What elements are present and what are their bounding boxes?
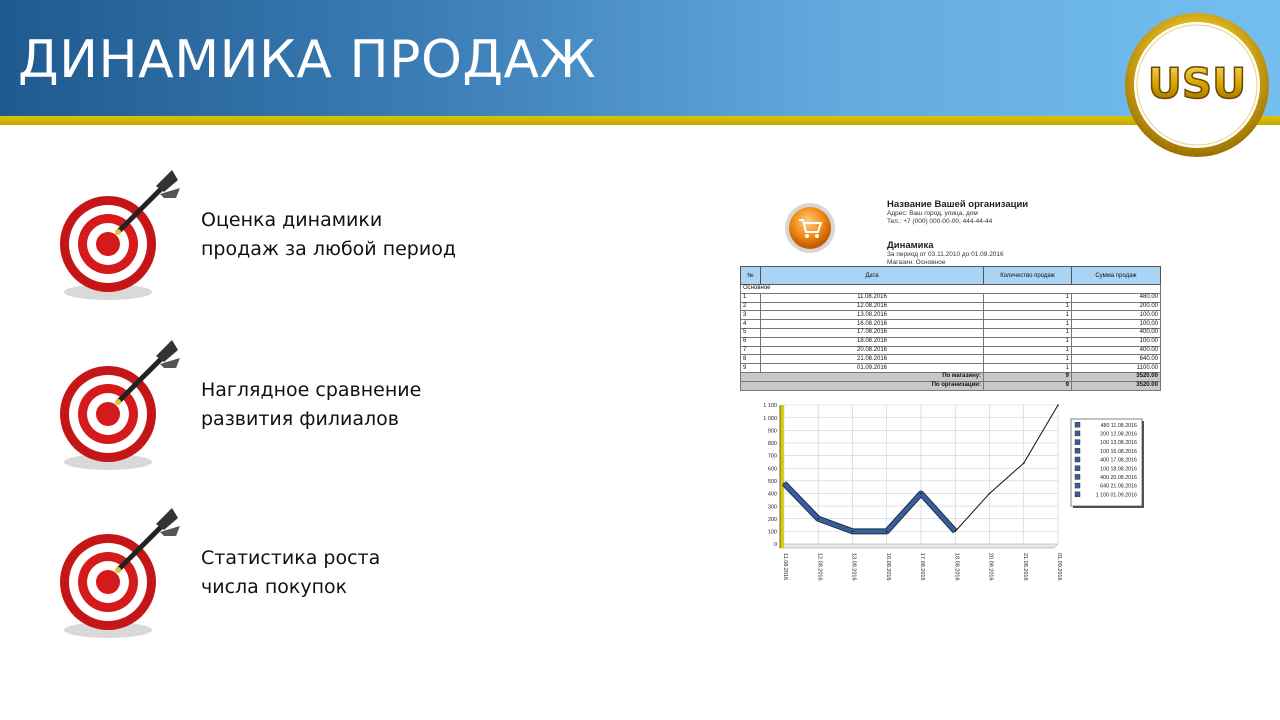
table-row (741, 337, 1161, 346)
bullet-item (52, 166, 612, 306)
row-number: 5 (741, 328, 761, 337)
table-row (741, 320, 1161, 329)
table-row (741, 364, 1161, 373)
row-qty: 1 (984, 364, 1072, 373)
row-date: 21.08.2016 (761, 355, 984, 364)
row-number: 1 (741, 293, 761, 302)
column-header: № (741, 267, 761, 285)
table-total-row (741, 372, 1161, 381)
row-date: 16.08.2016 (761, 320, 984, 329)
data-point (989, 493, 991, 495)
legend-swatch (1075, 483, 1080, 488)
column-header: Количество продаж (984, 267, 1072, 285)
y-tick-label: 300 (767, 504, 777, 511)
x-tick-label: 11.08.2016 (782, 553, 788, 581)
row-sum: 400.00 (1072, 346, 1161, 355)
row-sum: 1100.00 (1072, 364, 1161, 373)
x-tick-label: 16.08.2016 (884, 553, 891, 581)
table-header-row (741, 267, 1161, 285)
report-title: Динамика (887, 240, 934, 251)
x-tick-label: 01.09.2016 (1056, 553, 1062, 581)
logo-text: USU (1147, 59, 1247, 108)
org-address: Адрес: Ваш город, улица, дом (887, 210, 978, 217)
y-tick-label: 600 (767, 466, 777, 473)
total-label: По организации: (741, 381, 984, 390)
chart-axis-wall (780, 405, 784, 548)
row-number: 6 (741, 337, 761, 346)
report-store: Магазин: Основное (887, 259, 946, 266)
table-group-row (741, 285, 1161, 294)
legend-entry: 640 21.08.2016 (1100, 483, 1137, 490)
column-header: Сумма продаж (1072, 267, 1161, 285)
report-table (740, 266, 1161, 391)
total-qty: 9 (984, 372, 1072, 381)
legend-swatch (1075, 431, 1080, 436)
legend-entry: 100 16.08.2016 (1100, 448, 1137, 455)
legend-entry: 100 13.08.2016 (1100, 440, 1137, 447)
y-tick-label: 800 (767, 441, 777, 448)
legend-swatch (1075, 457, 1080, 462)
bullet-text-line: продаж за любой период (201, 238, 456, 260)
y-tick-label: 400 (767, 491, 777, 498)
x-tick-label: 18.08.2016 (953, 553, 960, 581)
data-point (954, 531, 956, 533)
row-sum: 100.00 (1072, 311, 1161, 320)
legend-swatch (1075, 474, 1080, 479)
y-tick-label: 1 100 (763, 403, 777, 410)
org-name: Название Вашей организации (887, 199, 1029, 210)
data-point (817, 518, 819, 520)
data-point (886, 531, 888, 533)
row-date: 12.08.2016 (761, 302, 984, 311)
row-qty: 1 (984, 302, 1072, 311)
row-sum: 200.00 (1072, 302, 1161, 311)
row-number: 9 (741, 364, 761, 373)
table-row (741, 328, 1161, 337)
legend-swatch (1075, 492, 1080, 497)
x-tick-label: 13.08.2016 (850, 553, 857, 581)
row-qty: 1 (984, 355, 1072, 364)
row-number: 3 (741, 311, 761, 320)
y-tick-label: 0 (773, 542, 777, 549)
target-dart-icon (52, 504, 192, 644)
legend-swatch (1075, 422, 1080, 427)
row-date: 20.08.2016 (761, 346, 984, 355)
report-period: За период от 03.11.2010 до 01.09.2016 (887, 251, 1004, 258)
report-header (887, 199, 1028, 267)
target-dart-icon (52, 336, 192, 476)
data-point (783, 483, 785, 485)
row-qty: 1 (984, 328, 1072, 337)
row-qty: 1 (984, 320, 1072, 329)
total-sum: 3520.00 (1072, 381, 1161, 390)
table-row (741, 293, 1161, 302)
bullet-text-line: развития филиалов (201, 408, 399, 430)
row-number: 8 (741, 355, 761, 364)
bullet-item (52, 336, 612, 476)
y-tick-label: 700 (767, 453, 777, 460)
row-qty: 1 (984, 346, 1072, 355)
total-label: По магазину: (741, 372, 984, 381)
table-total-row (741, 381, 1161, 390)
x-tick-label: 12.08.2016 (816, 553, 823, 581)
org-phone: Тел.: +7 (000) 000-00-00, 444-44-44 (887, 218, 993, 225)
data-point (1023, 462, 1025, 464)
sales-report (740, 196, 1160, 596)
row-qty: 1 (984, 293, 1072, 302)
row-sum: 400.00 (1072, 328, 1161, 337)
y-tick-label: 500 (767, 479, 777, 486)
row-number: 2 (741, 302, 761, 311)
row-sum: 640.00 (1072, 355, 1161, 364)
bullet-text-line: Оценка динамики (201, 209, 383, 231)
bullet-text-line: Наглядное сравнение (201, 379, 422, 401)
total-sum: 3520.00 (1072, 372, 1161, 381)
shopping-cart-icon (784, 202, 836, 254)
legend-entry: 100 18.08.2016 (1100, 466, 1137, 473)
row-sum: 480.00 (1072, 293, 1161, 302)
row-sum: 100.00 (1072, 320, 1161, 329)
table-row (741, 346, 1161, 355)
row-date: 11.08.2016 (761, 293, 984, 302)
usu-logo (1124, 12, 1270, 158)
row-qty: 1 (984, 337, 1072, 346)
legend-entry: 200 12.08.2016 (1100, 431, 1137, 438)
bullet-text-line: числа покупок (201, 576, 348, 598)
table-row (741, 311, 1161, 320)
sales-line-chart (740, 396, 1160, 596)
target-dart-icon (52, 166, 192, 306)
legend-swatch (1075, 466, 1080, 471)
row-date: 17.08.2016 (761, 328, 984, 337)
header-stripe (0, 116, 1280, 125)
legend-entry: 1 100 01.09.2016 (1095, 492, 1137, 499)
table-row (741, 355, 1161, 364)
legend-swatch (1075, 440, 1080, 445)
y-tick-label: 1 000 (763, 415, 777, 422)
data-point (1057, 404, 1059, 406)
bullet-item (52, 504, 612, 644)
total-qty: 9 (984, 381, 1072, 390)
row-qty: 1 (984, 311, 1072, 320)
y-tick-label: 100 (767, 529, 777, 536)
row-date: 13.08.2016 (761, 311, 984, 320)
row-sum: 100.00 (1072, 337, 1161, 346)
row-number: 4 (741, 320, 761, 329)
page-title: ДИНАМИКА ПРОДАЖ (18, 30, 597, 90)
row-date: 18.08.2016 (761, 337, 984, 346)
chart-floor (780, 544, 1058, 548)
data-point (852, 531, 854, 533)
legend-entry: 400 20.08.2016 (1100, 475, 1137, 481)
column-header: Дата (761, 267, 984, 285)
group-label: Основное (741, 285, 1161, 294)
x-tick-label: 17.08.2016 (919, 553, 925, 581)
legend-entry: 400 17.08.2016 (1100, 457, 1137, 464)
y-tick-label: 900 (767, 428, 777, 435)
y-tick-label: 200 (767, 516, 777, 523)
row-number: 7 (741, 346, 761, 355)
legend-entry: 480 11.08.2016 (1100, 422, 1137, 429)
data-point (920, 493, 922, 495)
row-date: 01.09.2016 (761, 364, 984, 373)
x-tick-label: 21.08.2016 (1021, 553, 1028, 581)
x-tick-label: 20.08.2016 (987, 553, 994, 581)
bullet-text-line: Статистика роста (201, 547, 381, 569)
table-row (741, 302, 1161, 311)
legend-swatch (1075, 448, 1080, 453)
